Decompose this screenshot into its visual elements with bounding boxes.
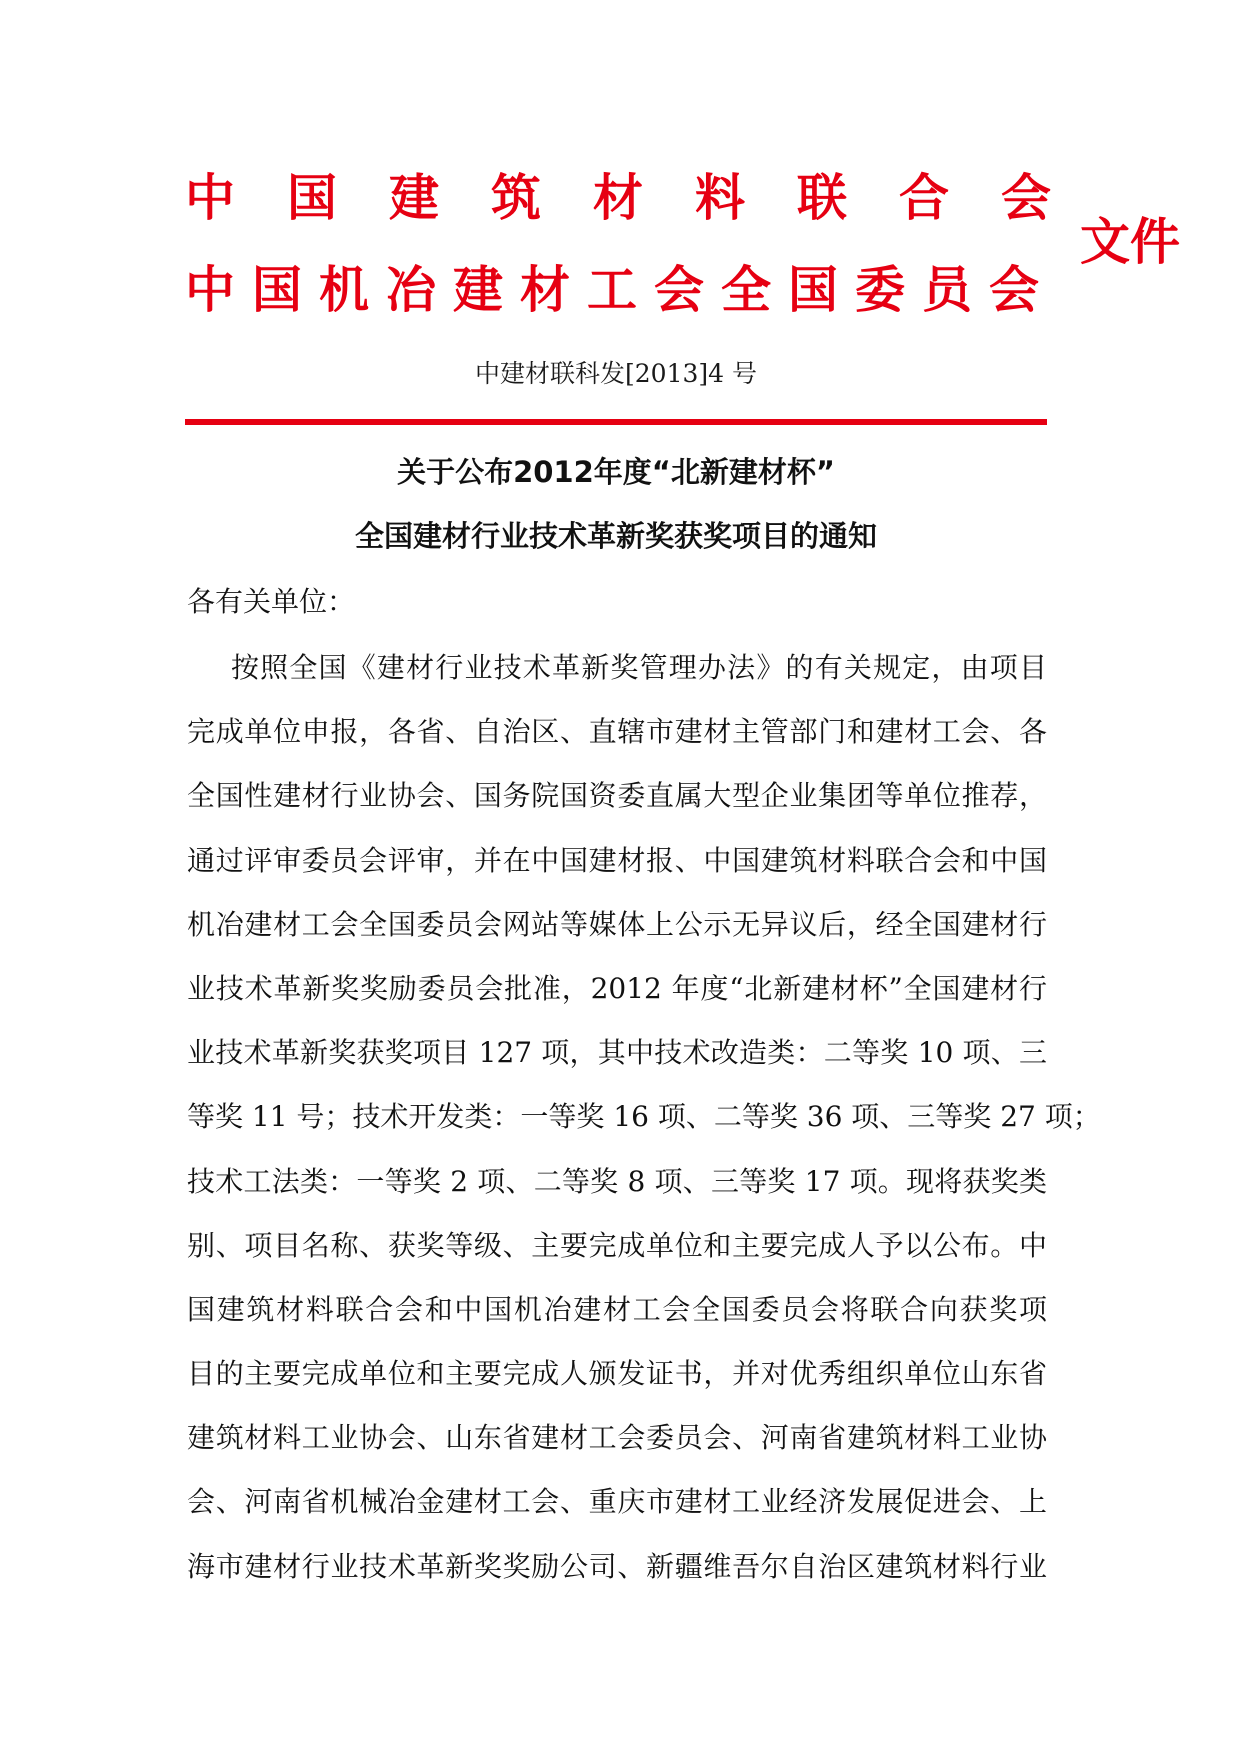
body-line: 按照全国《建材行业技术革新奖管理办法》的有关规定，由项目 (231, 651, 1047, 684)
body-line: 海市建材行业技术革新奖奖励公司、新疆维吾尔自治区建筑材料行业 (187, 1549, 1047, 1583)
red-divider (185, 419, 1047, 425)
body-line: 别、项目名称、获奖等级、主要完成单位和主要完成人予以公布。中 (187, 1228, 1047, 1262)
body-line: 建筑材料工业协会、山东省建材工会委员会、河南省建筑材料工业协 (187, 1421, 1047, 1455)
body-line: 目的主要完成单位和主要完成人颁发证书，并对优秀组织单位山东省 (187, 1357, 1047, 1391)
title-line-2: 全国建材行业技术革新奖获奖项目的通知 (354, 519, 877, 553)
issuer-name-1: 中国建筑材料联合会 (185, 169, 1103, 227)
body-line: 业技术革新奖奖励委员会批准，2012 年度“北新建材杯”全国建材行 (187, 971, 1047, 1005)
document-number: 中建材联科发[2013]4 号 (475, 359, 757, 388)
title-line-1: 关于公布2012年度“北新建材杯” (397, 455, 835, 489)
body-paragraph (187, 646, 1101, 1609)
body-line: 机冶建材工会全国委员会网站等媒体上公示无异议后，经全国建材行 (187, 907, 1047, 941)
body-line: 技术工法类：一等奖 2 项、二等奖 8 项、三等奖 17 项。现将获奖类 (187, 1164, 1047, 1198)
body-line: 等奖 11 号；技术开发类：一等奖 16 项、二等奖 36 项、三等奖 27 项； (187, 1100, 1101, 1134)
issuer-name-2: 中国机冶建材工会全国委员会 (185, 261, 1056, 319)
body-line: 全国性建材行业协会、国务院国资委直属大型企业集团等单位推荐， (187, 779, 1047, 813)
body-line: 完成单位申报，各省、自治区、直辖市建材主管部门和建材工会、各 (187, 715, 1047, 749)
document-suffix: 文件 (1080, 213, 1180, 271)
salutation: 各有关单位： (187, 585, 356, 618)
body-line: 业技术革新奖获奖项目 127 项，其中技术改造类：二等奖 10 项、三 (187, 1036, 1047, 1070)
body-line: 会、河南省机械冶金建材工会、重庆市建材工业经济发展促进会、上 (187, 1485, 1047, 1519)
body-line: 通过评审委员会评审，并在中国建材报、中国建筑材料联合会和中国 (187, 843, 1047, 877)
body-line: 国建筑材料联合会和中国机冶建材工会全国委员会将联合向获奖项 (187, 1292, 1047, 1326)
